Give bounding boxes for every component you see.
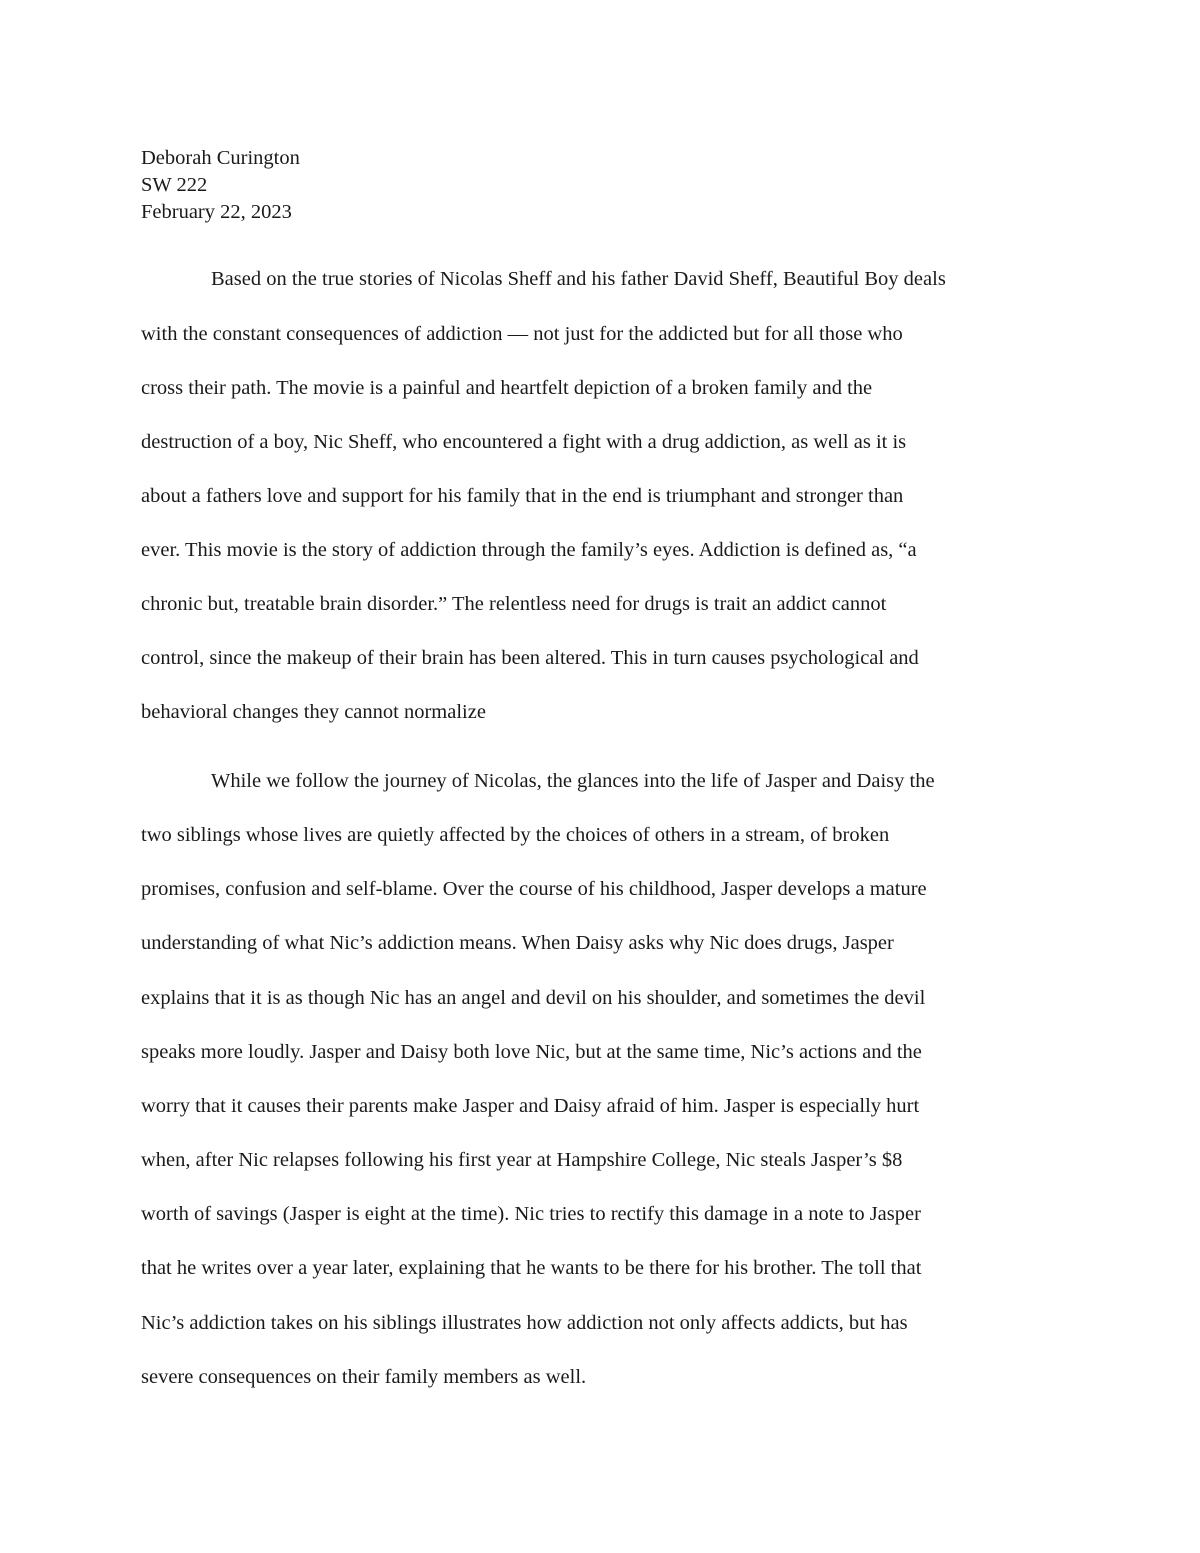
- paragraph-line: Nic’s addiction takes on his siblings illustrates how addiction not only affects addicts, but has: [141, 1312, 908, 1334]
- document-date: February 22, 2023: [141, 201, 292, 223]
- document-header: [141, 145, 300, 226]
- paragraph-line: explains that it is as though Nic has an angel and devil on his shoulder, and sometimes the devil: [141, 987, 926, 1009]
- paragraph-line: worry that it causes their parents make Jasper and Daisy afraid of him. Jasper is especially hurt: [141, 1095, 920, 1117]
- paragraph-line: about a fathers love and support for his family that in the end is triumphant and stronger than: [141, 485, 904, 507]
- course-code: SW 222: [141, 174, 208, 196]
- paragraph-line: with the constant consequences of addiction — not just for the addicted but for all those who: [141, 323, 903, 345]
- paragraph-line: ever. This movie is the story of addiction through the family’s eyes. Addiction is defined as, “a: [141, 539, 917, 561]
- paragraph-line: understanding of what Nic’s addiction means. When Daisy asks why Nic does drugs, Jasper: [141, 932, 894, 954]
- paragraph-line: promises, confusion and self-blame. Over the course of his childhood, Jasper develops a mature: [141, 878, 927, 900]
- paragraph-line: speaks more loudly. Jasper and Daisy both love Nic, but at the same time, Nic’s actions and the: [141, 1041, 922, 1063]
- paragraph-line: when, after Nic relapses following his first year at Hampshire College, Nic steals Jasper’s $8: [141, 1149, 903, 1171]
- paragraph-line: chronic but, treatable brain disorder.” The relentless need for drugs is trait an addict cannot: [141, 593, 887, 615]
- author-name: Deborah Curington: [141, 147, 300, 169]
- paragraph-line: destruction of a boy, Nic Sheff, who encountered a fight with a drug addiction, as well as it is: [141, 431, 907, 453]
- paragraph-line: worth of savings (Jasper is eight at the time). Nic tries to rectify this damage in a note to Jasper: [141, 1203, 921, 1225]
- paragraph-line: cross their path. The movie is a painful and heartfelt depiction of a broken family and the: [141, 377, 873, 399]
- paragraph-line: that he writes over a year later, explaining that he wants to be there for his brother. The toll that: [141, 1257, 922, 1279]
- paragraph-line: severe consequences on their family members as well.: [141, 1366, 587, 1388]
- paragraph-line: behavioral changes they cannot normalize: [141, 701, 486, 723]
- paragraph-line: control, since the makeup of their brain has been altered. This in turn causes psychological and: [141, 647, 919, 669]
- paragraph-line: Based on the true stories of Nicolas Sheff and his father David Sheff, Beautiful Boy deals: [211, 268, 946, 290]
- paragraph-line: two siblings whose lives are quietly affected by the choices of others in a stream, of broken: [141, 824, 890, 846]
- paragraph-line: While we follow the journey of Nicolas, the glances into the life of Jasper and Daisy the: [211, 770, 935, 792]
